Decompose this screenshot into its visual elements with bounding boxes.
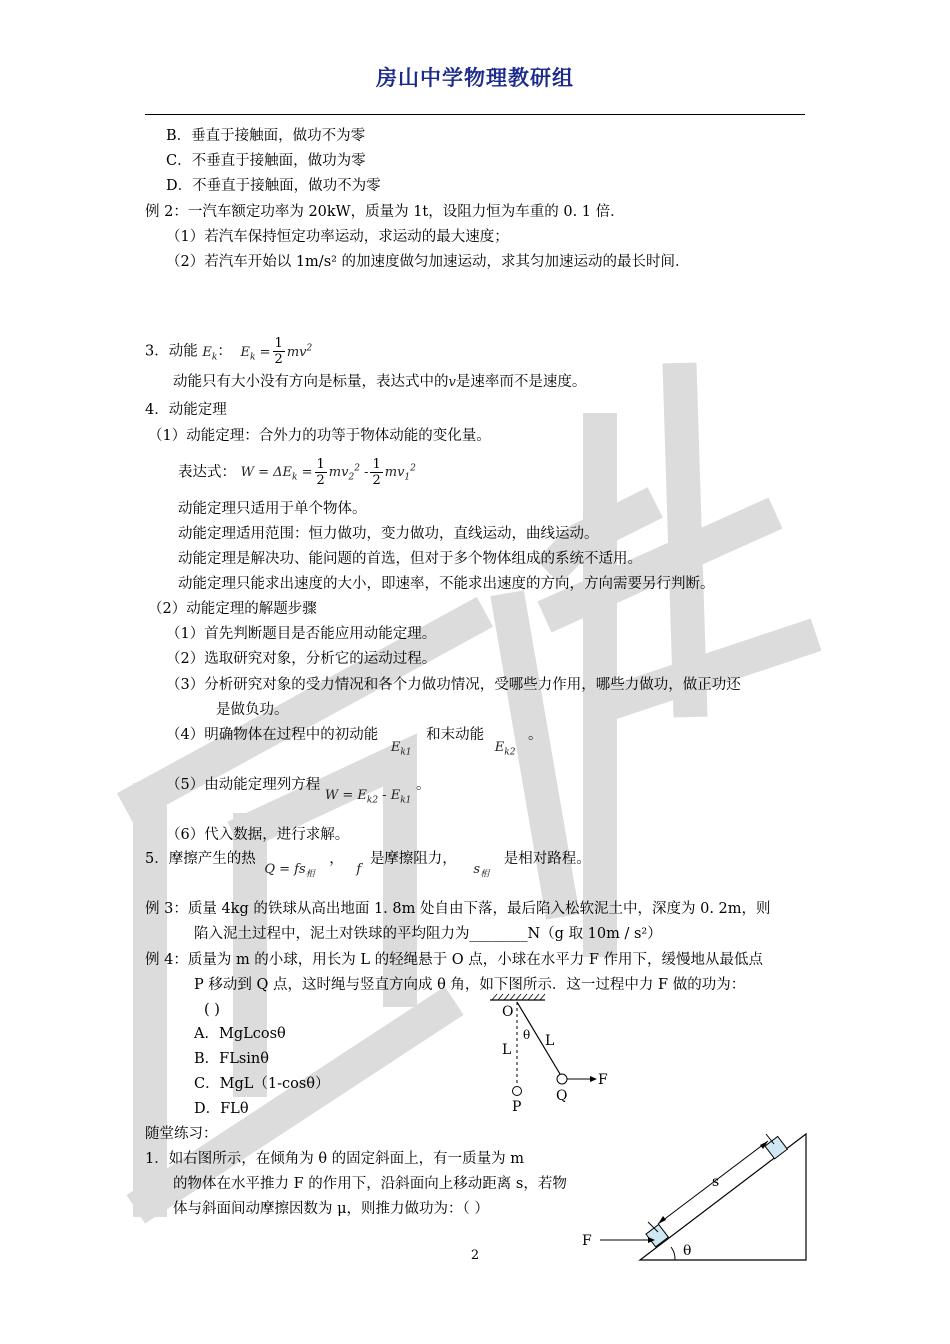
page-number: 2 [470,1248,480,1263]
practice-q1-line1: 1．如右图所示，在倾角为 θ 的固定斜面上，有一质量为 m [145,1151,525,1167]
option-b: B．垂直于接触面，做功不为零 [166,128,366,144]
label-l-right: L [545,1033,555,1049]
example3-line2: 陷入泥土过程中，泥土对铁球的平均阻力为________N（g 取 10m / s²） [194,926,662,942]
example2-q1: （1）若汽车保持恒定功率运动，求运动的最大速度； [166,229,509,245]
section4-note-2: 动能定理适用范围：恒力做功，变力做功，直线运动，曲线运动。 [178,526,599,542]
ball-p [513,1087,522,1096]
block-top [765,1136,787,1158]
ceiling-hatch [492,994,545,1000]
option-c: C．不垂直于接触面，做功为零 [166,153,366,169]
example4-line1: 例 4：质量为 m 的小球，用长为 L 的轻绳悬于 O 点，小球在水平力 F 作用下，缓慢地从最低点 [145,952,764,968]
section3-note: 动能只有大小没有方向是标量，表达式中的v是速率而不是速度。 [173,374,587,390]
step-1: （1）首先判断题目是否能应用动能定理。 [166,626,437,642]
label-theta: θ [523,1028,531,1042]
example3-line1: 例 3：质量 4kg 的铁球从高出地面 1. 8m 处自由下落，最后陷入松软泥土中，深度为 0. 2m，则 [145,901,771,917]
section4-expression: 表达式： $W = \Delta E_k$ = $\frac{1}{2}$ $mv_2^2$ - $\frac{1}{2}$ $mv_1^2$ [178,456,416,488]
label-f: F [598,1072,608,1088]
section4-note-1: 动能定理只适用于单个物体。 [178,501,367,517]
section4-sub1: （1）动能定理：合外力的功等于物体动能的变化量。 [148,428,491,444]
example4-line2: P 移动到 Q 点，这时绳与竖直方向成 θ 角，如下图所示．这一过程中力 F 做的功为： [194,977,746,993]
example4-option-a: A．MgLcosθ [194,1026,286,1042]
section3-label: 3．动能 [145,343,198,360]
step-3: （3）分析研究对象的受力情况和各个力做功情况，受哪些力作用，哪些力做功，做正功还 [166,677,741,693]
option-d: D．不垂直于接触面，做功不为零 [166,178,381,194]
header-title: 房山中学物理教研组 [376,66,574,90]
label-force: F [582,1233,592,1249]
pendulum-figure [480,992,630,1117]
practice-title: 随堂练习： [145,1126,218,1142]
header-rule [145,114,805,115]
example2-title: 例 2：一汽车额定功率为 20kW，质量为 1t，设阻力恒为车重的 0. 1 倍． [145,204,625,220]
step-2: （2）选取研究对象，分析它的运动过程。 [166,651,437,667]
example4-option-b: B．FLsinθ [194,1051,269,1067]
section4-label: 4．动能定理 [145,402,227,418]
step-4: （4）明确物体在过程中的初动能 $E_{k1}$ 和末动能 $E_{k2}$ 。 [166,727,543,758]
practice-q1-line2: 的物体在水平推力 F 的作用下，沿斜面向上移动距离 s，若物 [173,1176,567,1192]
example4-paren: ( ) [204,1002,220,1018]
step-5: （5）由动能定理列方程 $W = E_{k2} - E_{k1}$ 。 [166,777,431,806]
distance-arrow-low [658,1216,666,1224]
force-arrow-head [590,1076,597,1082]
label-p: P [512,1099,522,1115]
practice-q1-line3: 体与斜面间动摩擦因数为 μ，则推力做功为：（ ） [173,1201,489,1217]
section3-formula: 3．动能 $E_k$： $E_k$ = $\frac{1}{2}$ $mv^2$ [145,336,313,367]
label-angle: θ [683,1243,692,1259]
step-3-cont: 是做负功。 [216,702,289,718]
label-s: s [712,1174,720,1190]
ball-q [557,1074,567,1084]
section4-sub2: （2）动能定理的解题步骤 [148,601,317,617]
block-bottom [646,1224,668,1246]
section4-note-4: 动能定理只能求出速度的大小，即速率，不能求出速度的方向，方向需要另行判断。 [178,576,715,592]
label-o: O [502,1004,514,1020]
example4-option-d: D．FLθ [194,1101,249,1117]
label-l-left: L [502,1042,512,1058]
example4-option-c: C．MgL（1-cosθ） [194,1076,330,1092]
step-6: （6）代入数据，进行求解。 [166,827,350,843]
incline-figure [570,1128,810,1268]
label-q: Q [556,1088,568,1104]
example2-q2: （2）若汽车开始以 1m/s² 的加速度做匀加速运动，求其匀加速运动的最长时间． [166,254,690,270]
section4-note-3: 动能定理是解决功、能问题的首选，但对于多个物体组成的系统不适用。 [178,551,642,567]
section5: 5．摩擦产生的热 $Q = fs_相$ ， f 是摩擦阻力， $s_相$ 是相对路程。 [145,851,591,880]
